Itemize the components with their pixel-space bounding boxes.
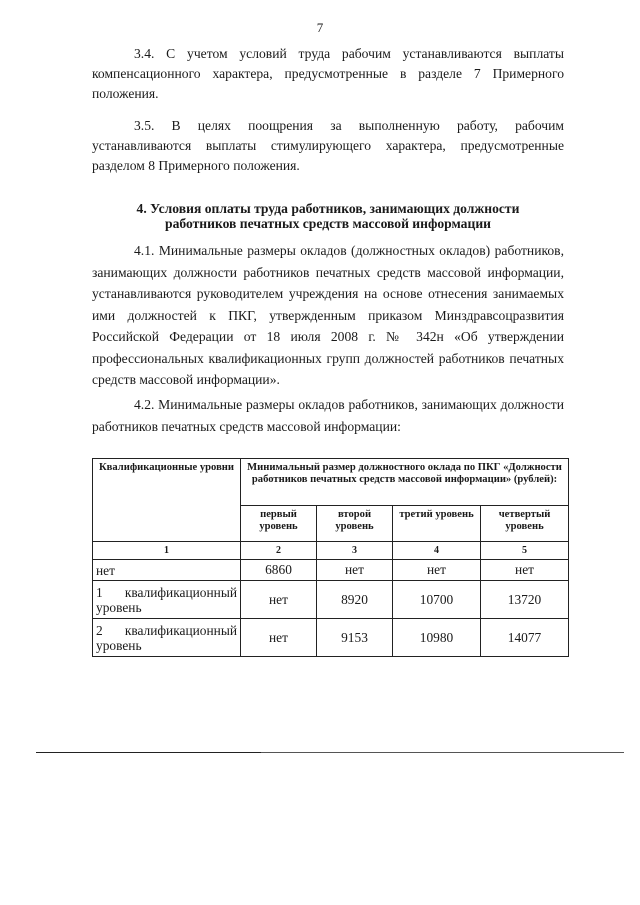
header-level-4: четвертый уровень [481,506,569,542]
cell-value: нет [241,619,317,657]
section-heading-line1: 4. Условия оплаты труда работников, занимающих должности [136,201,520,216]
salary-table [92,458,569,657]
cell-value: 10980 [393,619,481,657]
row-label: 2 квалификационный уровень [93,619,241,657]
cell-value: нет [481,560,569,581]
table-row [93,619,569,657]
row-label: нет [93,560,241,581]
column-number: 2 [241,542,317,560]
cell-value: 9153 [317,619,393,657]
paragraph-4-2: 4.2. Минимальные размеры окладов работников, занимающих должности работников печатных средств массовой информации: [92,397,564,434]
column-number: 4 [393,542,481,560]
table-header-row [93,459,569,506]
cell-value: 10700 [393,581,481,619]
cell-value: нет [393,560,481,581]
header-level-3: третий уровень [393,506,481,542]
cell-value: 13720 [481,581,569,619]
cell-value: 8920 [317,581,393,619]
page-number: 7 [316,20,324,35]
paragraph-3-5: 3.5. В целях поощрения за выполненную работу, рабочим устанавливаются выплаты стимулирующего характера, предусмотренные разделом 8 Примерного положения. [92,118,564,173]
column-number: 5 [481,542,569,560]
section-heading [92,201,564,231]
header-min-salary-group: Минимальный размер должностного оклада по ПКГ «Должности работников печатных средств массовой информации» (рублей): [241,459,569,506]
cell-value: 6860 [241,560,317,581]
cell-value: нет [317,560,393,581]
header-level-2: второй уровень [317,506,393,542]
table-column-numbers [93,542,569,560]
cell-value: 14077 [481,619,569,657]
table-row [93,560,569,581]
table-row [93,581,569,619]
cell-value: нет [241,581,317,619]
footer-divider-accent [36,752,261,753]
section-heading-line2: работников печатных средств массовой информации [165,216,491,231]
column-number: 3 [317,542,393,560]
paragraph-4-1: 4.1. Минимальные размеры окладов (должностных окладов) работников, занимающих должности работников печатных средств массовой информации, устанавливаются руководителем учреждения на основе отнесения занимаемых ими должностей к ПКГ, утвержденным приказом Минздравсоцразвития Российской Федерации от 18 июля 2008 г. № 342н «Об утверждении профессиональных квалификационных групп должностей работников печатных средств массовой информации». [92,243,564,387]
row-label: 1 квалификационный уровень [93,581,241,619]
header-qualification-levels: Квалификационные уровни [93,459,241,542]
paragraph-3-4: 3.4. С учетом условий труда рабочим устанавливаются выплаты компенсационного характера, предусмотренные в разделе 7 Примерного положения. [92,46,564,101]
column-number: 1 [93,542,241,560]
header-level-1: первый уровень [241,506,317,542]
